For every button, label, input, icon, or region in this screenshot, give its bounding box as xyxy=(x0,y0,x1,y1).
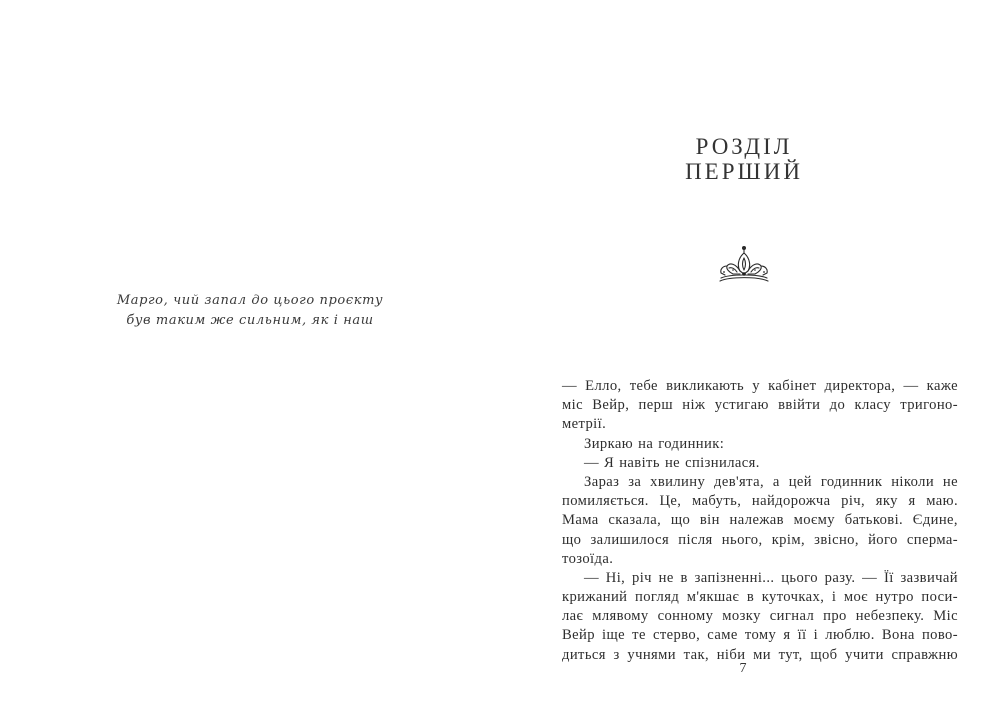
text-line: що залишилося після нього, крім, звісно, його сперма- xyxy=(562,531,958,548)
text-line: лає млявому сонному мозку сигнал про небезпеку. Міс xyxy=(562,608,958,625)
text-line: — Елло, тебе викликають у кабінет директора, — каже xyxy=(562,378,958,394)
text-line: — Ні, річ не в запізненні... цього разу. — Її зазвичай xyxy=(584,569,958,586)
text-line: помиляється. Це, мабуть, найдорожча річ, яку я маю. xyxy=(562,493,958,510)
text-line: міс Вейр, перш ніж устигаю ввійти до класу тригоно- xyxy=(562,397,958,414)
text-line: метрії. xyxy=(562,416,607,433)
crown-icon xyxy=(716,244,772,286)
text-line: Зараз за хвилину дев'ята, а цей годинник ніколи не xyxy=(584,473,958,490)
chapter-body-text xyxy=(562,377,958,665)
right-page xyxy=(500,0,1000,723)
text-line: диться з учнями так, ніби ми тут, щоб учити справжню xyxy=(562,646,958,663)
text-line: тозоїда. xyxy=(562,550,614,567)
dedication-line: був таким же сильним, як і наш xyxy=(126,313,374,328)
text-line: Вейр іще те стерво, саме тому я її і люблю. Вона пово- xyxy=(562,627,958,644)
text-line: крижаний погляд м'якшає в куточках, і моє нутро поси- xyxy=(562,589,958,606)
text-line: — Я навіть не спізнилася. xyxy=(584,454,760,471)
chapter-title-line-1: РОЗДІЛ xyxy=(695,134,793,159)
dedication-line: Марго, чий запал до цього проєкту xyxy=(116,293,384,308)
text-line: Зиркаю на годинник: xyxy=(584,435,725,452)
page-number: 7 xyxy=(739,661,747,676)
text-line: Мама сказала, що він належав моєму батькові. Єдине, xyxy=(562,512,958,529)
chapter-title xyxy=(500,134,988,184)
dedication xyxy=(0,291,500,331)
chapter-title-line-2: ПЕРШИЙ xyxy=(685,159,803,184)
